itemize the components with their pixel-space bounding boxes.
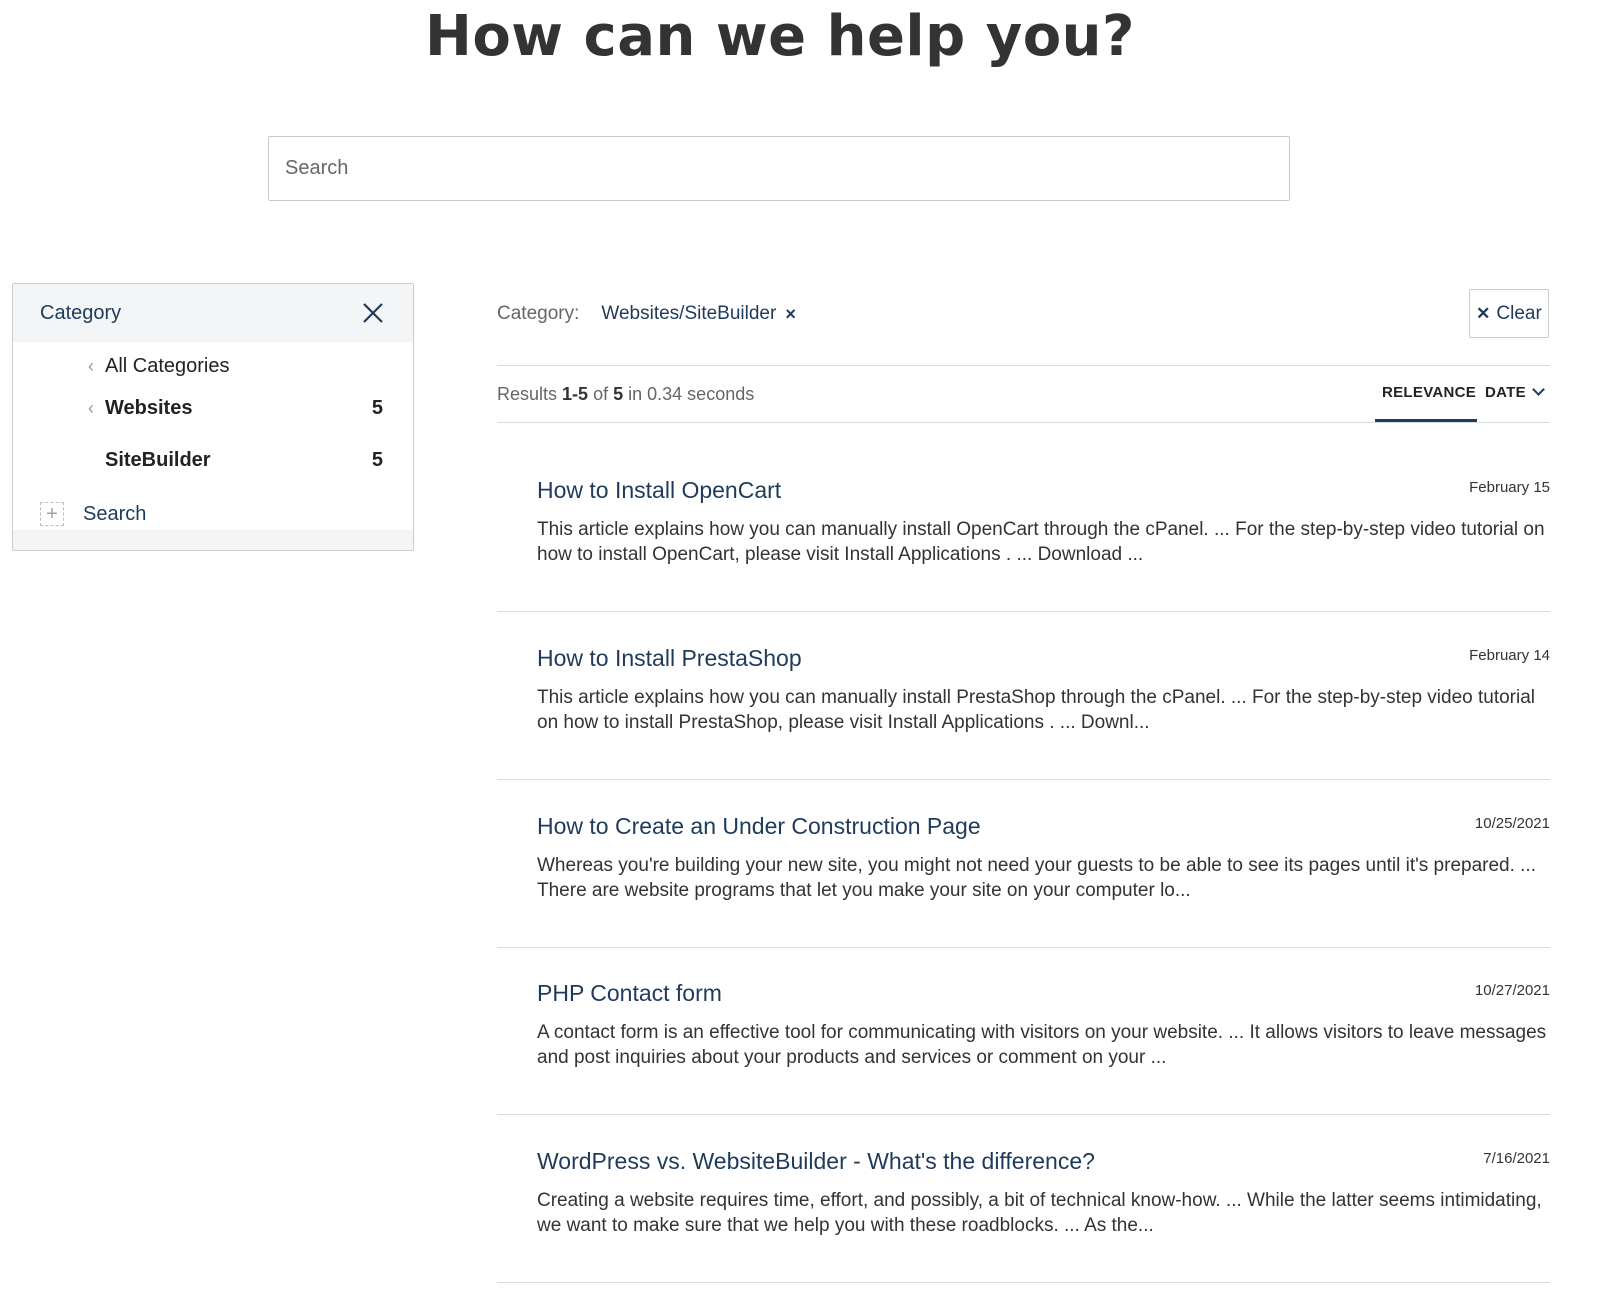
divider — [497, 365, 1550, 366]
result-item — [497, 1148, 1550, 1282]
chevron-down-icon — [1532, 383, 1545, 396]
category-panel-header — [13, 284, 413, 342]
category-item-label: SiteBuilder — [105, 448, 211, 471]
result-snippet: This article explains how you can manually install OpenCart through the cPanel. ... For the step-by-step video tutorial on how to install OpenCart, please visit Install Applications . ... Download ... — [537, 519, 1545, 565]
sort-relevance-tab[interactable]: RELEVANCE — [1382, 384, 1477, 401]
category-search-link[interactable]: Search — [83, 502, 147, 525]
category-item-label: All Categories — [105, 354, 230, 377]
result-snippet: This article explains how you can manually install PrestaShop through the cPanel. ... For the step-by-step video tutorial on how to install PrestaShop, please visit Install Applications . ... Downl... — [537, 687, 1536, 733]
result-snippet: Creating a website requires time, effort, and possibly, a bit of technical know-how. ... While the latter seems intimidating, we want to make sure that we help you with these roadblocks. ... As the... — [537, 1190, 1542, 1236]
search-input[interactable] — [268, 136, 1290, 201]
result-title-link[interactable]: PHP Contact form — [537, 980, 722, 1006]
category-item-sitebuilder[interactable] — [13, 446, 413, 474]
clear-x-icon: ✕ — [1476, 303, 1491, 323]
sort-date-tab[interactable]: DATE — [1485, 384, 1543, 401]
category-item-count: 5 — [371, 448, 383, 471]
results-summary: Results 1-5 of 5 in 0.34 seconds — [497, 384, 755, 404]
page-title: How can we help you? — [424, 4, 1136, 69]
result-title-link[interactable]: WordPress vs. WebsiteBuilder - What's the difference? — [537, 1148, 1095, 1174]
clear-button[interactable] — [1469, 289, 1549, 338]
category-panel — [12, 283, 414, 551]
remove-filter-icon[interactable]: × — [785, 303, 796, 324]
active-filters — [497, 294, 796, 334]
filter-label: Category: — [497, 303, 580, 324]
close-icon[interactable] — [359, 299, 387, 327]
result-item — [497, 980, 1550, 1114]
divider — [497, 422, 1550, 423]
result-date: February 15 — [1469, 479, 1550, 496]
divider — [497, 779, 1550, 780]
filter-chip-label: Websites/SiteBuilder — [601, 303, 777, 324]
result-item — [497, 813, 1550, 947]
chevron-left-icon: ‹ — [88, 355, 94, 376]
result-date: 10/25/2021 — [1474, 815, 1550, 832]
category-item-websites[interactable] — [13, 394, 413, 422]
divider — [497, 1114, 1550, 1115]
plus-icon[interactable]: + — [40, 502, 64, 526]
category-item-label: Websites — [105, 396, 193, 419]
result-date: February 14 — [1469, 647, 1550, 664]
result-snippet: A contact form is an effective tool for communicating with visitors on your website. ... It allows visitors to leave messages and post inquiries about your products and services or comment on your ... — [537, 1022, 1547, 1068]
divider — [497, 611, 1550, 612]
chevron-left-icon: ‹ — [88, 397, 94, 418]
category-item-count: 5 — [371, 396, 383, 419]
category-panel-footer — [13, 530, 413, 550]
result-title-link[interactable]: How to Install OpenCart — [537, 477, 782, 503]
filter-chip — [601, 303, 795, 325]
result-date: 7/16/2021 — [1483, 1150, 1550, 1167]
result-snippet: Whereas you're building your new site, you might not need your guests to be able to see its pages until it's prepared. ... There are website programs that let you make your site on your computer lo... — [537, 855, 1536, 901]
category-search-row[interactable] — [13, 500, 413, 528]
result-item — [497, 645, 1550, 779]
result-title-link[interactable]: How to Install PrestaShop — [537, 645, 802, 671]
clear-button-label: Clear — [1496, 302, 1542, 324]
category-item-all-categories[interactable] — [13, 352, 413, 380]
category-panel-title: Category — [40, 301, 122, 324]
result-date: 10/27/2021 — [1474, 982, 1550, 999]
result-item — [497, 477, 1550, 611]
result-title-link[interactable]: How to Create an Under Construction Page — [537, 813, 981, 839]
divider — [497, 1282, 1550, 1283]
divider — [497, 947, 1550, 948]
